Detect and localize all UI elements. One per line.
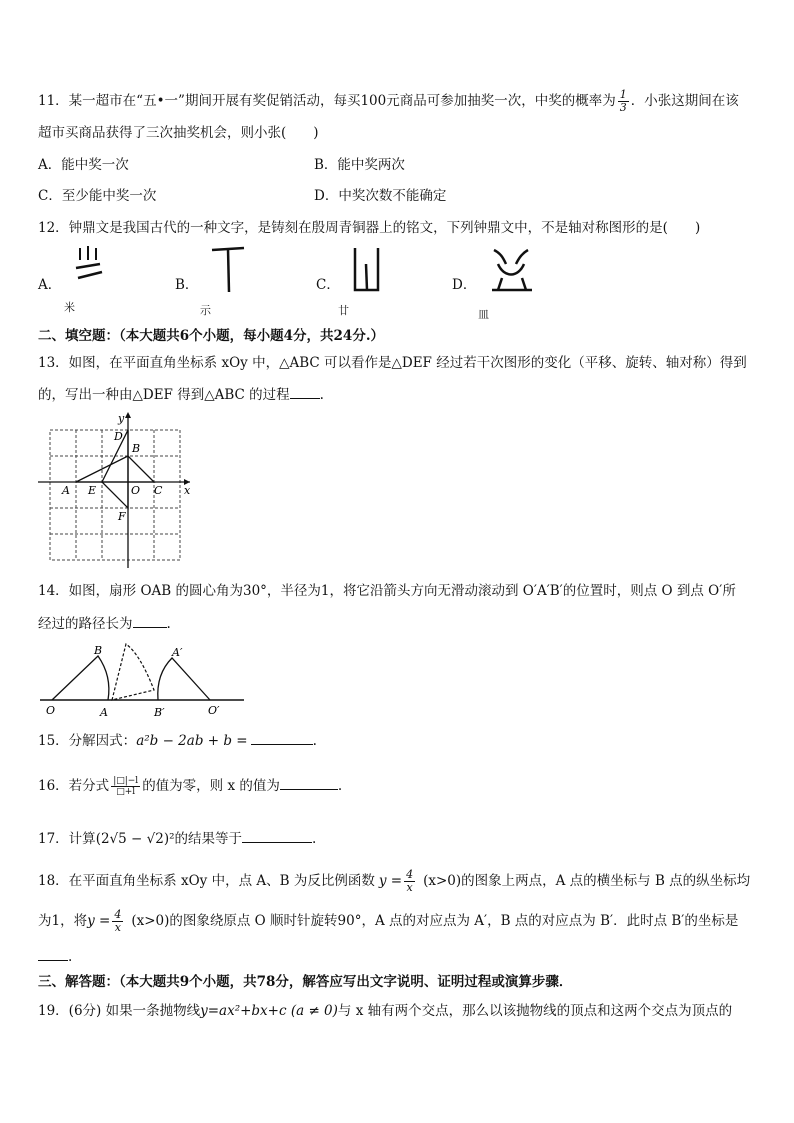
q13-coordinate-figure [38,408,198,568]
q18-text-b: (x>0)的图象上两点，A 点的横坐标与 B 点的纵坐标均 [423,873,751,889]
frac-denominator: 3 [619,101,627,114]
label-b-prime: B′ [154,706,165,719]
q15-line [38,730,317,750]
label-a-prime: A′ [172,646,183,659]
label-o-prime: O′ [208,704,220,717]
q15-expression: a²b − 2ab + b = [136,733,248,749]
q16-fraction [111,776,140,797]
label-c: C [154,484,163,497]
caption-a: 米 [64,301,75,314]
label-a: A [100,706,108,719]
q11-line1 [38,89,739,114]
q17-answer-blank[interactable] [242,828,312,843]
q14-answer-blank[interactable] [133,613,167,628]
q13-line2-end: . [319,387,324,403]
q16-line [38,775,342,797]
q17-line [38,828,316,848]
glyph-c-icon [350,244,384,296]
q19-line [38,1002,732,1020]
q11-option-a[interactable]: A．能中奖一次 [38,157,129,173]
section-3-heading: 三、解答题：（本大题共9个小题，共78分，解答应写出文字说明、证明过程或演算步骤． [38,974,573,990]
q18-answer-blank[interactable] [38,946,68,961]
frac-denominator: x [114,921,121,934]
q11-option-b[interactable]: B．能中奖两次 [314,157,405,173]
glyph-d-icon [488,244,536,296]
sector-oab-prime [158,658,210,700]
label-b: B [94,644,103,657]
section-2-heading: 二、填空题：（本大题共6个小题，每小题4分，共24分.） [38,328,385,344]
q12-line1: 12．钟鼎文是我国古代的一种文字，是铸刻在殷周青铜器上的铭文，下列钟鼎文中，不是轴对称图形的是( ) [38,220,701,236]
q12-option-b-label[interactable]: B． [175,277,199,293]
label-a: A [62,484,70,497]
sector-dashed [112,644,154,700]
q13-line2 [38,384,324,404]
q16-end: . [337,778,343,794]
q18-function-label: y = [378,873,403,889]
q18-line2 [38,909,738,934]
glyph-b-icon [208,244,248,296]
label-y: y [118,412,125,425]
q16-prefix: 16．若分式 [38,778,110,794]
q19-prefix: 19．(6分) 如果一条抛物线 [38,1003,201,1019]
q18-text-d: (x>0)的图象绕原点 O 顺时针旋转90°，A 点的对应点为 A′，B 点的对应点为 B′．此时点 B′的坐标是 [131,913,739,929]
q17-end: . [312,831,317,847]
label-e: E [88,484,97,497]
q15-answer-blank[interactable] [251,730,313,745]
q12-option-c-label[interactable]: C． [316,277,340,293]
q12-option-d-label[interactable]: D． [452,277,477,293]
q14-sector-figure [38,636,248,720]
q18-line3 [38,946,72,966]
q18-function-label-2: y = [87,913,111,929]
q17-prefix: 17．计算 [38,831,96,847]
q18-text-c: 为1，将 [38,913,88,929]
q15-end: . [312,733,317,749]
caption-b: 示 [200,304,211,317]
q17-expression: (2√5 − √2)² [95,831,175,847]
q14-line2 [38,613,171,633]
frac-denominator: x [406,881,413,894]
q13-answer-blank[interactable] [290,384,320,399]
q19-expression: y=ax²+bx+c (a ≠ 0) [200,1003,338,1019]
caption-c: 廿 [338,304,349,317]
q11-text-b: ．小张这期间在该 [630,93,739,109]
label-o: O [131,484,141,497]
frac-numerator: 1 [619,88,627,101]
q18-end: . [68,949,73,965]
q18-line1 [38,869,750,894]
q11-probability-fraction [618,89,629,114]
q18-fraction-2 [112,909,123,934]
q16-answer-blank[interactable] [280,775,338,790]
label-d: D [114,430,123,443]
q18-text-a: 18．在平面直角坐标系 xOy 中，点 A、B 为反比例函数 [38,873,375,889]
q19-suffix: 与 x 轴有两个交点，那么以该抛物线的顶点和这两个交点为顶点的 [337,1003,733,1019]
q18-fraction-1 [404,869,415,894]
q14-line2-text: 经过的路径长为 [38,616,133,632]
glyph-a-icon [72,244,108,290]
frac-numerator: |□|−l [113,776,139,786]
q17-suffix: 的结果等于 [174,831,242,847]
q14-line1: 14．如图，扇形 OAB 的圆心角为30°，半径为1，将它沿箭头方向无滑动滚动到 O′A′B′的位置时，则点 O 到点 O′所 [38,583,736,599]
frac-numerator: 4 [406,868,414,881]
q11-option-c[interactable]: C．至少能中奖一次 [38,188,157,204]
label-x: x [184,484,191,497]
q16-suffix: 的值为零，则 x 的值为 [142,778,280,794]
frac-denominator: □+l [116,787,136,797]
sector-oab [52,656,109,700]
q12-option-a-label[interactable]: A． [38,277,62,293]
frac-numerator: 4 [114,908,122,921]
q11-text-a: 11．某一超市在“五•一”期间开展有奖促销活动，每买100元商品可参加抽奖一次，中奖的概率为 [38,93,616,109]
triangle-abc [76,456,154,482]
q11-line2: 超市买商品获得了三次抽奖机会，则小张( ) [38,125,319,141]
label-f: F [118,510,126,523]
q15-prefix: 15．分解因式： [38,733,137,749]
q13-line1: 13．如图，在平面直角坐标系 xOy 中，△ABC 可以看作是△DEF 经过若干次图形的变化（平移、旋转、轴对称）得到 [38,355,747,371]
label-o: O [46,704,56,717]
q11-option-d[interactable]: D．中奖次数不能确定 [314,188,447,204]
q14-line2-end: . [166,616,171,632]
label-b: B [132,442,141,455]
q13-line2-text: 的，写出一种由△DEF 得到△ABC 的过程 [38,387,290,403]
caption-d: 皿 [478,308,489,321]
y-axis-arrow-icon [125,412,131,418]
